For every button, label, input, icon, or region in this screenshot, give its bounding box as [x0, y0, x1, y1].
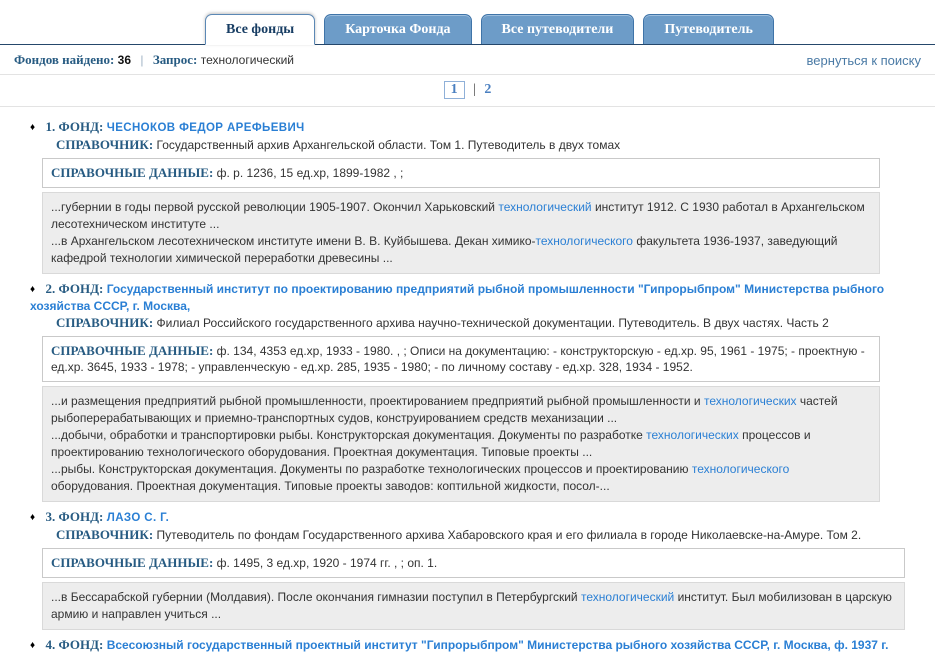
handbook-value: Государственный архив Архангельской области. Том 1. Путеводитель в двух томах	[156, 138, 621, 152]
highlighted-term: технологического	[535, 234, 633, 248]
bullet-icon: ♦	[30, 122, 36, 133]
record-4	[30, 637, 935, 652]
excerpt-line: ...и размещения предприятий рыбной промышленности, проектированием предприятий рыбной промышленности и технологических частей рыбоперерабатывающих и приемно-транспортных судов, конструированием средств механизации ...	[51, 394, 838, 425]
tab-fond-card[interactable]: Карточка Фонда	[324, 14, 471, 44]
fond-link[interactable]: Государственный институт по проектированию предприятий рыбной промышленности "Гипрорыбпром" Министерства рыбного хозяйства СССР, г. Москва,	[30, 282, 885, 313]
bullet-icon: ♦	[30, 640, 36, 651]
excerpt-line: ...в Бессарабской губернии (Молдавия). После окончания гимназии поступил в Петербургский технологический институт. Был мобилизован в царскую армию и направлен учиться ...	[51, 590, 892, 621]
page-separator: |	[473, 82, 476, 97]
header-separator: |	[140, 53, 144, 67]
bullet-icon: ♦	[30, 284, 36, 295]
excerpt-box	[42, 192, 880, 274]
tab-all-guides[interactable]: Все путеводители	[481, 14, 635, 44]
found-label: Фондов найдено:	[14, 52, 115, 67]
page-2-link[interactable]: 2	[484, 82, 492, 97]
fond-label: ФОНД:	[58, 637, 104, 652]
handbook-value: Путеводитель по фондам Государственного архива Хабаровского края и его филиала в городе Николаевске-на-Амуре. Том 2.	[156, 528, 862, 542]
highlighted-term: технологический	[580, 590, 675, 604]
highlighted-term: технологического	[691, 462, 790, 476]
result-header	[0, 45, 935, 75]
fond-data-label: СПРАВОЧНЫЕ ДАННЫЕ:	[51, 165, 214, 180]
found-count: 36	[117, 53, 132, 67]
handbook-value: Филиал Российского государственного архива научно-технической документации. Путеводитель. В двух частях. Часть 2	[156, 316, 829, 330]
tab-all-fonds[interactable]: Все фонды	[205, 14, 315, 45]
record-2	[30, 281, 935, 502]
record-number: 2.	[45, 281, 56, 296]
fond-link[interactable]: ЧЕСНОКОВ ФЕДОР АРЕФЬЕВИЧ	[106, 122, 305, 134]
fond-label: ФОНД:	[58, 119, 104, 134]
fond-data-value: ф. 134, 4353 ед.хр, 1933 - 1980. , ; Описи на документацию: - конструкторскую - ед.хр. 95, 1961 - 1975; - проектную - ед.хр. 3645, 1933 - 1978; - управленческую - ед.хр. 285, 1935 - 1980; - по личному составу - ед.хр. 328, 1934 - 1952.	[51, 344, 865, 374]
excerpt-line: ...губернии в годы первой русской революции 1905-1907. Окончил Харьковский технологический институт 1912. С 1930 работал в Архангельском лесотехническом институте ...	[51, 200, 865, 231]
record-1	[30, 119, 935, 274]
record-number: 4.	[45, 637, 56, 652]
back-to-search-link[interactable]: вернуться к поиску	[806, 52, 921, 68]
fond-data-value: ф. р. 1236, 15 ед.хр, 1899-1982 , ;	[216, 166, 404, 180]
query-label: Запрос:	[152, 52, 198, 67]
fond-data-box	[42, 548, 905, 578]
query-value: технологический	[200, 53, 294, 67]
excerpt-box	[42, 386, 880, 502]
record-number: 3.	[45, 509, 56, 524]
excerpt-line: ...рыбы. Конструкторская документация. Документы по разработке технологических процессов и проектированию технологического оборудования. Проектная документация. Типовые проекты заводов: коптильной жидкости, посол-...	[51, 462, 790, 493]
result-list	[0, 107, 935, 652]
fond-label: ФОНД:	[58, 509, 104, 524]
record-3	[30, 509, 935, 630]
page-current: 1	[444, 81, 465, 99]
record-number: 1.	[45, 119, 56, 134]
highlighted-term: технологический	[498, 200, 592, 214]
fond-data-label: СПРАВОЧНЫЕ ДАННЫЕ:	[51, 343, 214, 358]
fond-data-label: СПРАВОЧНЫЕ ДАННЫЕ:	[51, 555, 214, 570]
bullet-icon: ♦	[30, 512, 36, 523]
tab-bar	[0, 0, 935, 45]
excerpt-box	[42, 582, 905, 630]
fond-data-box	[42, 336, 880, 382]
fond-link[interactable]: Всесоюзный государственный проектный институт "Гипрорыбпром" Министерства рыбного хозяйства СССР, г. Москва, ф. 1937 г.	[106, 638, 889, 652]
pagination	[0, 75, 935, 107]
result-summary	[14, 52, 294, 68]
fond-label: ФОНД:	[58, 281, 104, 296]
excerpt-line: ...добычи, обработки и транспортировки рыбы. Конструкторская документация. Документы по разработке технологических процессов и проектированию технологического оборудования. Проектная документация. Типовые проекты ...	[51, 428, 811, 459]
handbook-label: СПРАВОЧНИК:	[56, 137, 154, 152]
fond-data-box	[42, 158, 880, 188]
highlighted-term: технологических	[703, 394, 797, 408]
tab-guide[interactable]: Путеводитель	[643, 14, 774, 44]
handbook-label: СПРАВОЧНИК:	[56, 315, 154, 330]
handbook-label: СПРАВОЧНИК:	[56, 527, 154, 542]
fond-data-value: ф. 1495, 3 ед.хр, 1920 - 1974 гг. , ; оп. 1.	[216, 556, 438, 570]
excerpt-line: ...в Архангельском лесотехническом институте имени В. В. Куйбышева. Декан химико-технологического факультета 1936-1937, заведующий кафедрой технологии химической переработки древесины ...	[51, 234, 838, 265]
highlighted-term: технологических	[646, 428, 739, 442]
fond-link[interactable]: ЛАЗО С. Г.	[106, 512, 170, 524]
